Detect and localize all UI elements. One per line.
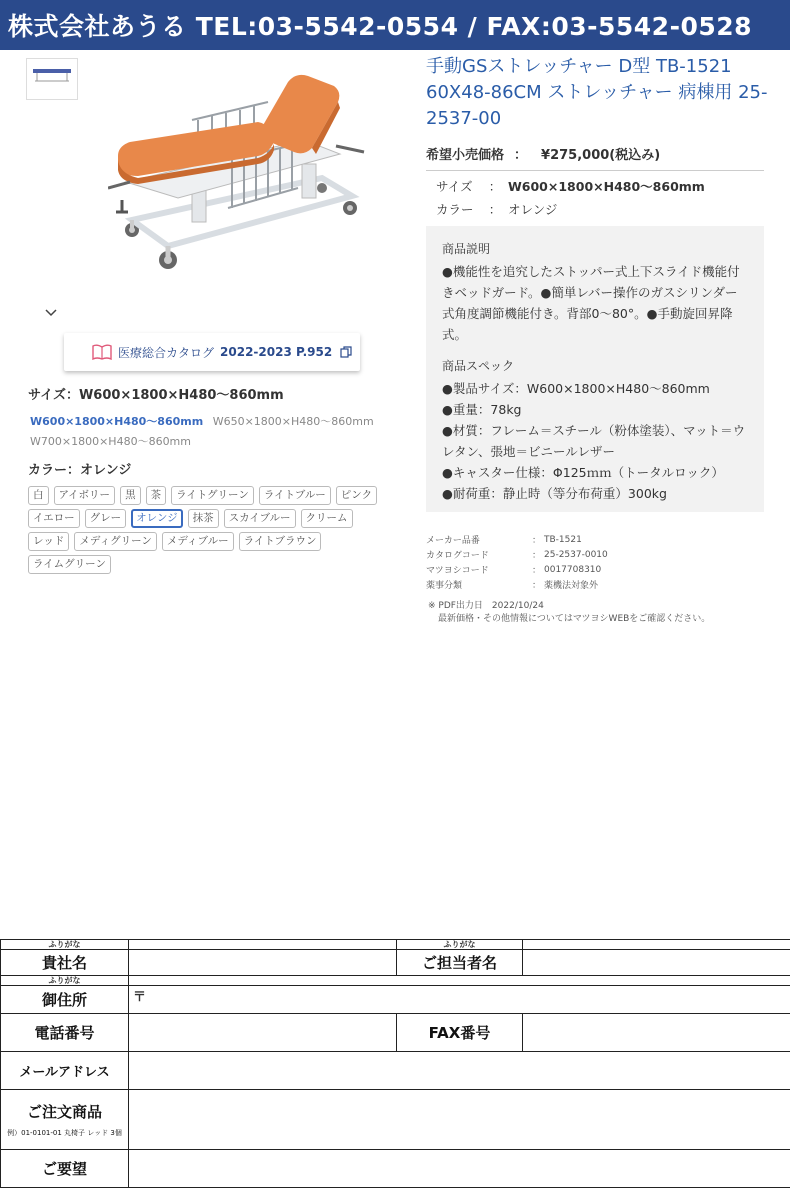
color-chip[interactable]: ライトブルー xyxy=(259,486,331,505)
color-chip[interactable]: ライムグリーン xyxy=(28,555,111,574)
color-chip[interactable]: グレー xyxy=(85,509,127,528)
person-field[interactable] xyxy=(523,950,790,976)
description-heading: 商品説明 xyxy=(442,242,491,256)
color-chip[interactable]: ライトブラウン xyxy=(239,532,322,551)
order-label: ご注文商品 xyxy=(26,1103,102,1121)
header-bar xyxy=(0,0,790,50)
price-value: ¥275,000(税込み) xyxy=(541,148,661,163)
phone-label: 電話番号 xyxy=(1,1014,129,1052)
color-chip[interactable]: 黒 xyxy=(120,486,141,505)
spec-line: ●耐荷重：静止時（等分布荷重）300kg xyxy=(442,486,667,501)
meta-value: TB-1521 xyxy=(544,534,582,545)
fax-field[interactable] xyxy=(523,1014,790,1052)
order-example: 例）01-0101-01 丸椅子 レッド 3個 xyxy=(7,1129,122,1137)
meta-key: 薬事分類 xyxy=(426,581,463,591)
spec-row-color xyxy=(436,200,557,218)
catalog-page: 2022-2023 P.952 xyxy=(220,345,333,359)
address-furigana-field[interactable] xyxy=(129,976,790,986)
color-chip[interactable]: 白 xyxy=(28,486,49,505)
spec-line: ●重量：78kg xyxy=(442,402,522,417)
divider xyxy=(426,170,764,171)
meta-colon: ： xyxy=(532,566,542,576)
spec-value: W600×1800×H480〜860mm xyxy=(508,179,705,194)
spec-key: カラー xyxy=(436,202,474,217)
spec-line: ●材質：フレーム＝スチール（粉体塗装）、マット＝ウレタン、張地＝ビニールレザー xyxy=(442,423,746,459)
product-thumbnail[interactable] xyxy=(26,58,78,100)
spec-row-size xyxy=(436,177,705,195)
color-chip[interactable]: アイボリー xyxy=(54,486,116,505)
meta-colon: ： xyxy=(532,551,542,561)
company-field[interactable] xyxy=(129,950,397,976)
meta-row xyxy=(426,562,608,577)
description-body: ●機能性を追究したストッパー式上下スライド機能付きベッドガード。●簡単レバー操作のガスシリンダー式角度調節機能付き。背部0〜80°。●手動旋回昇降式。 xyxy=(442,264,740,342)
product-image xyxy=(108,70,370,278)
order-label-cell xyxy=(1,1090,129,1150)
pdf-note xyxy=(428,600,710,626)
fax-label: FAX番号 xyxy=(397,1014,523,1052)
request-label: ご要望 xyxy=(1,1150,129,1188)
meta-row xyxy=(426,577,608,592)
furigana-label: ふりがな xyxy=(1,976,129,986)
person-label: ご担当者名 xyxy=(397,950,523,976)
company-furigana-field[interactable] xyxy=(129,940,397,950)
spec-colon: ： xyxy=(488,179,502,194)
color-chip[interactable]: ピンク xyxy=(336,486,377,505)
email-field[interactable] xyxy=(129,1052,790,1090)
order-form xyxy=(0,939,790,1189)
spec-line: ●製品サイズ：W600×1800×H480〜860mm xyxy=(442,381,710,396)
color-chip[interactable]: レッド xyxy=(28,532,69,551)
meta-value: 0017708310 xyxy=(544,564,602,575)
price-label: 希望小売価格 xyxy=(426,148,505,163)
address-label: 御住所 xyxy=(1,986,129,1014)
furigana-label: ふりがな xyxy=(397,940,523,950)
meta-key: メーカー品番 xyxy=(426,536,480,546)
catalog-button[interactable] xyxy=(64,333,360,371)
description-box xyxy=(426,226,764,512)
color-chip[interactable]: メディグリーン xyxy=(74,532,156,551)
spec-value: オレンジ xyxy=(508,202,558,217)
copy-icon xyxy=(340,346,352,358)
color-chip[interactable]: 抹茶 xyxy=(188,509,219,528)
meta-key: カタログコード xyxy=(426,551,489,561)
color-chip[interactable]: イエロー xyxy=(28,509,80,528)
order-field[interactable] xyxy=(129,1090,790,1150)
phone-field[interactable] xyxy=(129,1014,397,1052)
header-contact: 株式会社あうる TEL:03-5542-0554 / FAX:03-5542-0528 xyxy=(8,12,753,41)
meta-value: 25-2537-0010 xyxy=(544,549,608,560)
meta-row xyxy=(426,547,608,562)
pdf-notice: 最新価格・その他情報についてはマツヨシWEBをご確認ください。 xyxy=(438,614,711,624)
spec-line: ●キャスター仕様：Φ125ｍｍ（トータルロック） xyxy=(442,465,724,480)
color-options xyxy=(28,486,388,574)
company-label: 貴社名 xyxy=(1,950,129,976)
spec-colon: ： xyxy=(488,202,502,217)
furigana-label: ふりがな xyxy=(1,940,129,950)
spec-heading: 商品スペック xyxy=(442,359,515,373)
color-section-title: カラー：オレンジ xyxy=(28,463,132,478)
request-field[interactable] xyxy=(129,1150,790,1188)
meta-colon: ： xyxy=(532,536,542,546)
spec-key: サイズ xyxy=(436,179,473,194)
postal-mark: 〒 xyxy=(133,990,147,1005)
size-option[interactable]: W600×1800×H480〜860mm xyxy=(30,415,204,428)
pdf-date: ※ PDF出力日 2022/10/24 xyxy=(428,601,544,611)
price-row xyxy=(426,144,660,163)
price-colon: ： xyxy=(514,148,528,163)
meta-row xyxy=(426,532,608,547)
size-option[interactable]: W650×1800×H480〜860mm xyxy=(212,415,374,428)
color-chip[interactable]: メディブルー xyxy=(162,532,234,551)
color-chip[interactable]: ライトグリーン xyxy=(171,486,254,505)
meta-value: 薬機法対象外 xyxy=(544,581,599,591)
size-option[interactable]: W700×1800×H480〜860mm xyxy=(30,435,191,448)
color-chip[interactable]: スカイブルー xyxy=(224,509,296,528)
person-furigana-field[interactable] xyxy=(523,940,790,950)
meta-key: マツヨシコード xyxy=(426,566,489,576)
color-chip[interactable]: 茶 xyxy=(146,486,167,505)
meta-colon: ： xyxy=(532,581,542,591)
color-chip-selected[interactable]: オレンジ xyxy=(131,509,182,528)
email-label: メールアドレス xyxy=(1,1052,129,1090)
address-field[interactable] xyxy=(129,986,790,1014)
size-section-title: サイズ：W600×1800×H480〜860mm xyxy=(28,388,284,403)
chevron-down-icon[interactable] xyxy=(44,306,58,320)
book-icon xyxy=(92,344,112,360)
product-title: 手動GSストレッチャー D型 TB-1521 60X48-86CM ストレッチャー 病棟用 25-2537-00 xyxy=(426,56,768,129)
catalog-label: 医療総合カタログ xyxy=(118,345,215,360)
color-chip[interactable]: クリーム xyxy=(301,509,353,528)
meta-table xyxy=(426,532,608,592)
size-options xyxy=(30,412,380,452)
